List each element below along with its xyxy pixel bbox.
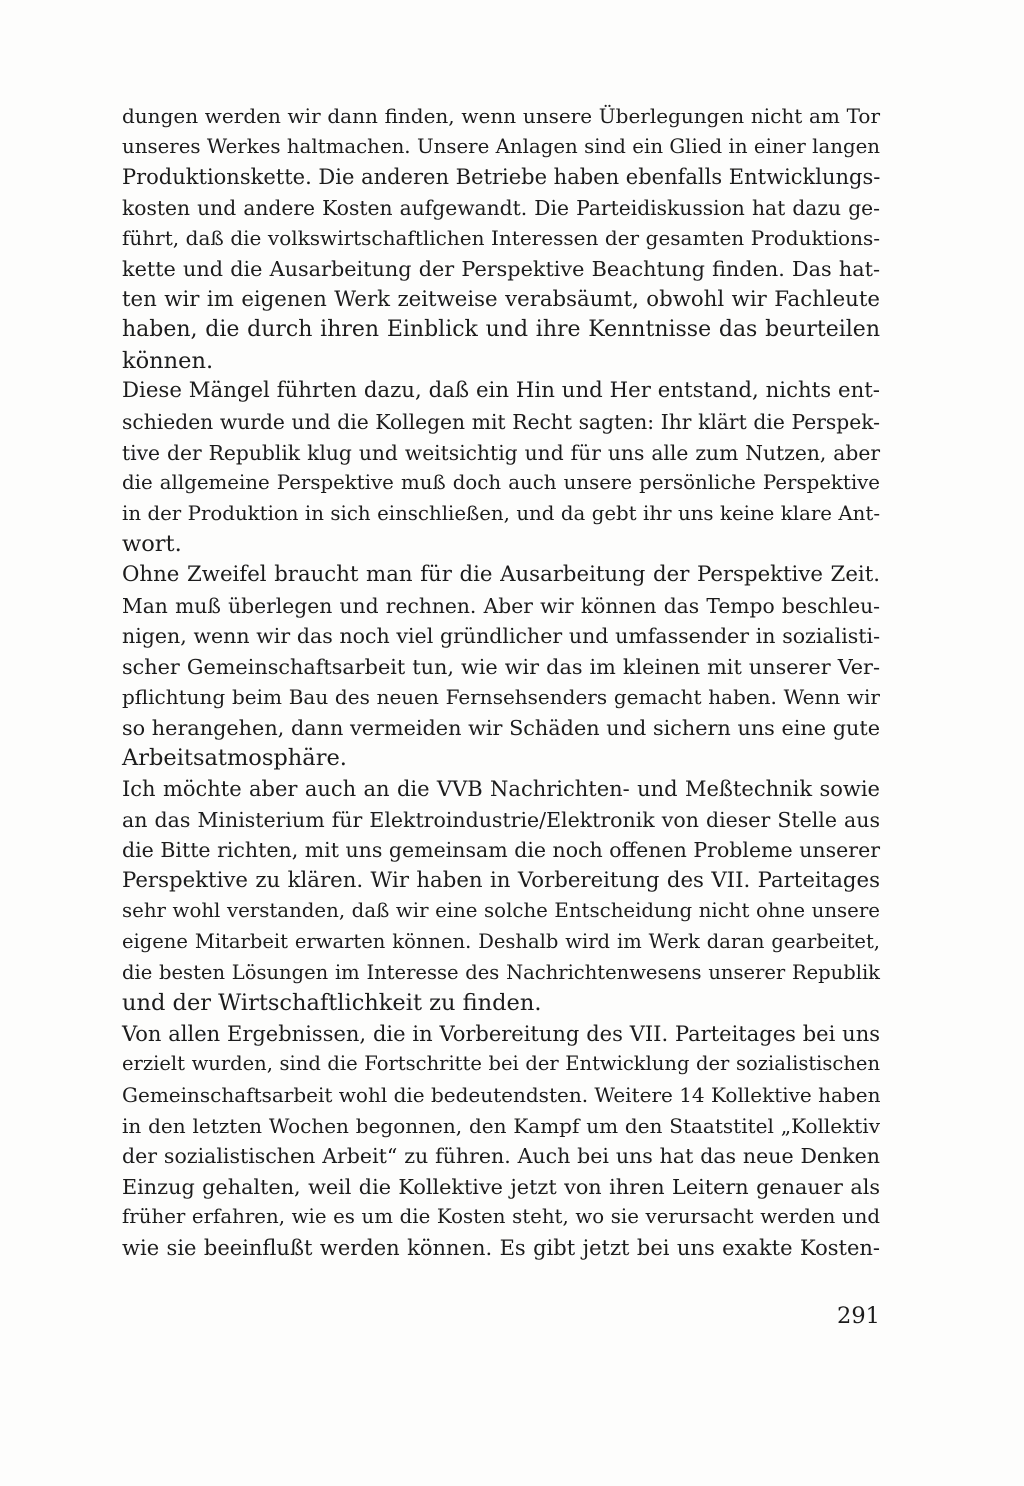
text-line: Arbeitsatmosphäre. — [122, 745, 347, 772]
body-text — [122, 101, 880, 1264]
text-line: Produktionskette. Die anderen Betriebe haben ebenfalls Entwicklungs- — [122, 165, 881, 190]
text-line: sehr wohl verstanden, daß wir eine solche Entscheidung nicht ohne unsere — [122, 899, 880, 923]
text-line: die allgemeine Perspektive muß doch auch unsere persönliche Perspektive — [122, 471, 880, 495]
text-line: und der Wirtschaftlichkeit zu finden. — [122, 990, 542, 1017]
text-line: früher erfahren, wie es um die Kosten steht, wo sie verursacht werden und — [122, 1205, 880, 1229]
text-line: wort. — [122, 531, 182, 558]
text-line: Perspektive zu klären. Wir haben in Vorbereitung des VII. Parteitages — [122, 867, 880, 893]
text-line: scher Gemeinschaftsarbeit tun, wie wir das im kleinen mit unserer Ver- — [122, 654, 880, 679]
text-line: erzielt wurden, sind die Fortschritte bei der Entwicklung der sozialistischen — [122, 1052, 880, 1076]
text-line: schieden wurde und die Kollegen mit Recht sagten: Ihr klärt die Perspek- — [122, 409, 880, 434]
text-line: führt, daß die volkswirtschaftlichen Interessen der gesamten Produktions- — [122, 226, 880, 251]
text-line: Man muß überlegen und rechnen. Aber wir können das Tempo beschleu- — [122, 593, 880, 618]
text-line: pflichtung beim Bau des neuen Fernsehsenders gemacht haben. Wenn wir — [122, 685, 880, 710]
text-line: nigen, wenn wir das noch viel gründlicher und umfassender in sozialisti- — [122, 624, 880, 649]
text-line: Gemeinschaftsarbeit wohl die bedeutendsten. Weitere 14 Kollektive haben — [122, 1083, 881, 1107]
text-line: haben, die durch ihren Einblick und ihre Kenntnisse das beurteilen — [122, 317, 880, 343]
text-line: Diese Mängel führten dazu, daß ein Hin und Her entstand, nichts ent- — [122, 378, 880, 404]
text-line: unseres Werkes haltmachen. Unsere Anlagen sind ein Glied in einer langen — [122, 134, 880, 158]
text-line: in den letzten Wochen begonnen, den Kampf um den Staatstitel „Kollektiv — [122, 1113, 880, 1138]
text-line: ten wir im eigenen Werk zeitweise verabsäumt, obwohl wir Fachleute — [122, 286, 880, 312]
text-line: kosten und andere Kosten aufgewandt. Die Parteidiskussion hat dazu ge- — [122, 195, 880, 220]
text-line: Einzug gehalten, weil die Kollektive jetzt von ihren Leitern genauer als — [122, 1174, 880, 1199]
text-line: die Bitte richten, mit uns gemeinsam die noch offenen Probleme unserer — [122, 838, 880, 863]
text-line: Ohne Zweifel braucht man für die Ausarbeitung der Perspektive Zeit. — [122, 561, 880, 587]
text-line: können. — [122, 347, 214, 374]
text-line: eigene Mitarbeit erwarten können. Deshalb wird im Werk daran gearbeitet, — [122, 930, 880, 954]
text-line: Von allen Ergebnissen, die in Vorbereitung des VII. Parteitages bei uns — [122, 1021, 880, 1046]
text-line: der sozialistischen Arbeit“ zu führen. Auch bei uns hat das neue Denken — [122, 1144, 880, 1169]
text-line: kette und die Ausarbeitung der Perspektive Beachtung finden. Das hat- — [122, 256, 880, 281]
text-line: die besten Lösungen im Interesse des Nachrichtenwesens unserer Republik — [122, 960, 880, 984]
text-line: so herangehen, dann vermeiden wir Schäden und sichern uns eine gute — [122, 715, 880, 740]
page-number: 291 — [837, 1303, 880, 1329]
text-line: wie sie beeinflußt werden können. Es gibt jetzt bei uns exakte Kosten- — [122, 1235, 880, 1260]
text-line: an das Ministerium für Elektroindustrie/Elektronik von dieser Stelle aus — [122, 807, 880, 832]
text-line: in der Produktion in sich einschließen, und da gebt ihr uns keine klare Ant- — [122, 501, 880, 525]
text-line: tive der Republik klug und weitsichtig und für uns alle zum Nutzen, aber — [122, 440, 880, 465]
text-line: Ich möchte aber auch an die VVB Nachrichten- und Meßtechnik sowie — [122, 777, 880, 802]
text-line: dungen werden wir dann finden, wenn unsere Überlegungen nicht am Tor — [122, 104, 880, 128]
